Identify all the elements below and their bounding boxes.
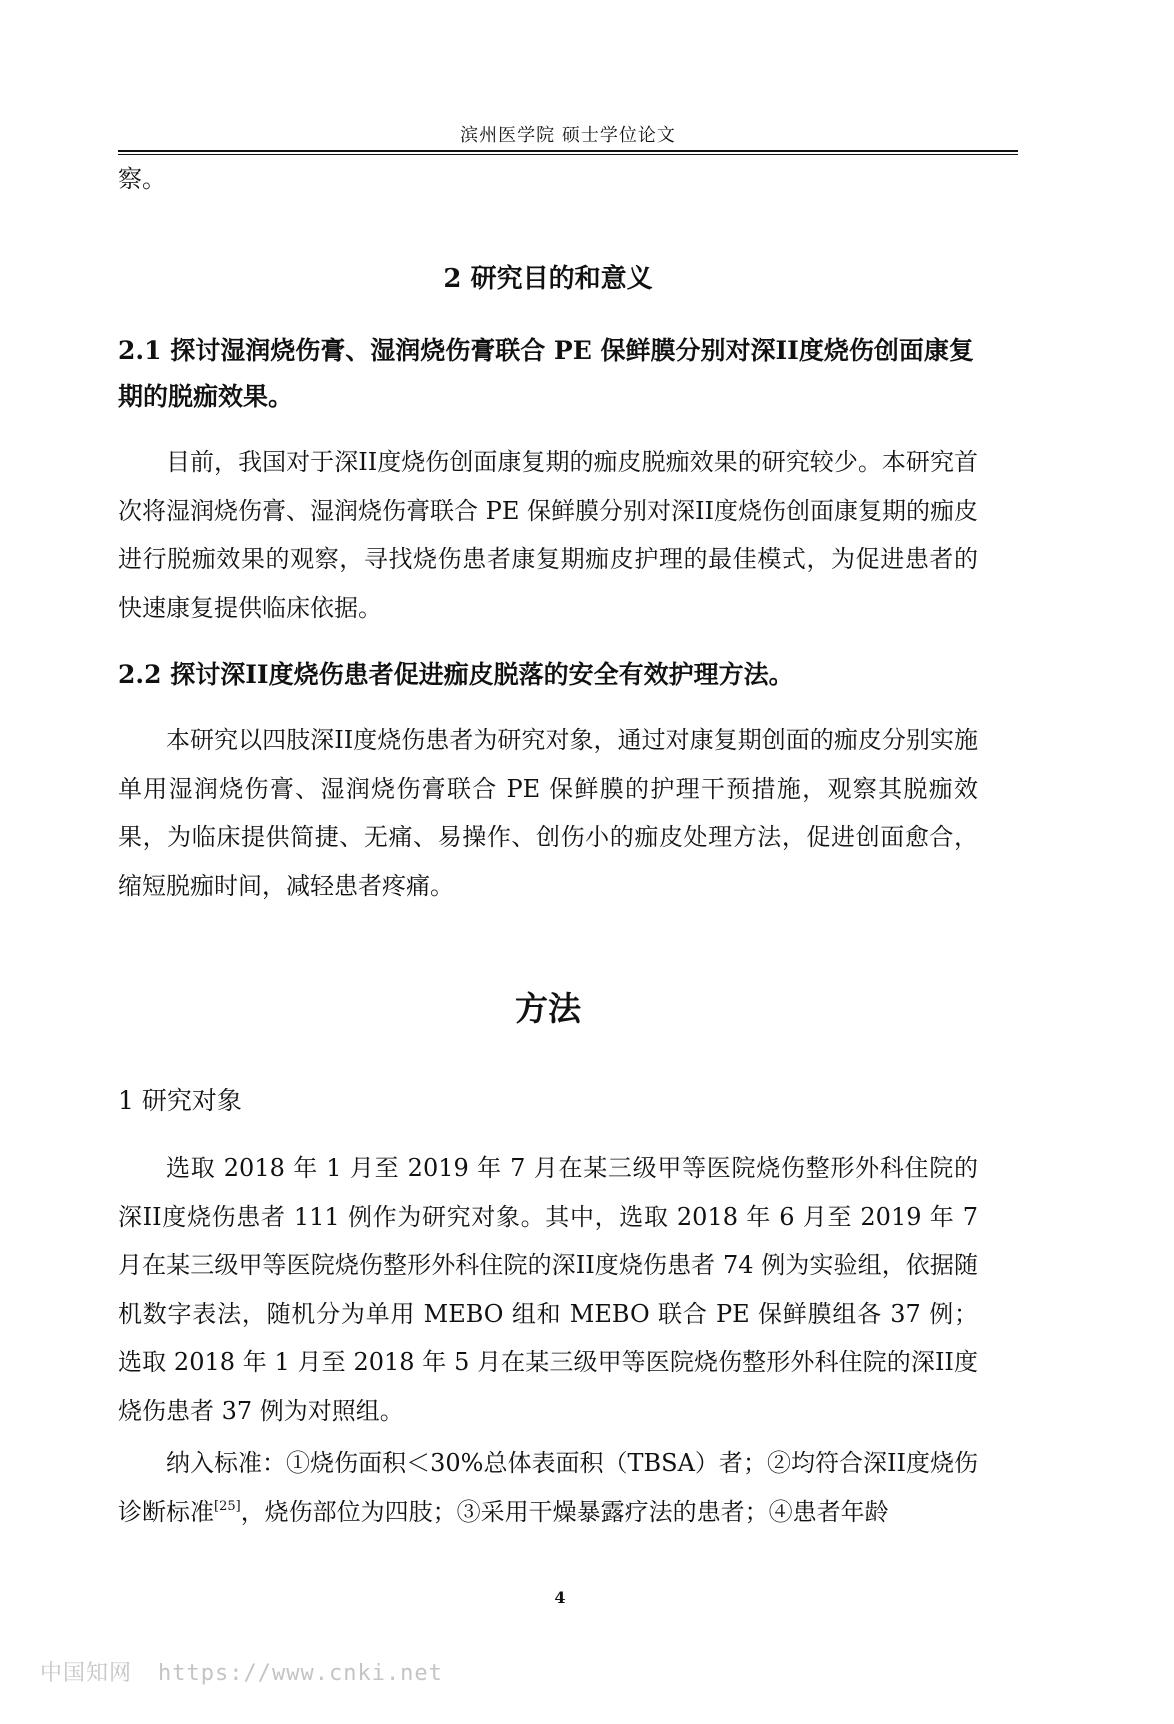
section-heading-2-1: 2.1 探讨湿润烧伤膏、湿润烧伤膏联合 PE 保鲜膜分别对深II度烧伤创面康复期的脱痂效果。 bbox=[118, 336, 974, 411]
paragraph-subjects: 选取 2018 年 1 月至 2019 年 7 月在某三级甲等医院烧伤整形外科住院的深II度烧伤患者 111 例作为研究对象。其中，选取 2018 年 6 月至 2019 年 7 月在某三级甲等医院烧伤整形外科住院的深II度烧伤患者 74 例为实验组，依据随机数字表法，随机分为单用 MEBO 组和 MEBO 联合 PE 保鲜膜组各 37 例；选取 2018 年 1 月至 2018 年 5 月在某三级甲等医院烧伤整形外科住院的深II度烧伤患者 37 例为对照组。 bbox=[118, 1154, 978, 1425]
carry-over-text: 察。 bbox=[118, 165, 166, 193]
paragraph-2-2: 本研究以四肢深II度烧伤患者为研究对象，通过对康复期创面的痂皮分别实施单用湿润烧伤膏、湿润烧伤膏联合 PE 保鲜膜的护理干预措施，观察其脱痂效果，为临床提供简捷、无痛、易操作、创伤小的痂皮处理方法，促进创面愈合，缩短脱痂时间，减轻患者疼痛。 bbox=[118, 726, 978, 900]
header-rule-thin bbox=[118, 154, 1018, 155]
citation-ref: [25] bbox=[214, 1498, 241, 1514]
section-heading-2-2: 2.2 探讨深II度烧伤患者促进痂皮脱落的安全有效护理方法。 bbox=[118, 660, 794, 689]
inclusion-text-b: ，烧伤部位为四肢；③采用干燥暴露疗法的患者；④患者年龄 bbox=[240, 1497, 889, 1526]
part-heading-methods: 方法 bbox=[515, 989, 581, 1028]
watermark-url: https://www.cnki.net bbox=[158, 1661, 443, 1686]
header-rule bbox=[118, 150, 1018, 152]
section-heading-1: 1 研究对象 bbox=[118, 1086, 242, 1115]
chapter-heading: 2 研究目的和意义 bbox=[443, 264, 653, 294]
cnki-watermark bbox=[40, 1656, 443, 1687]
body-content bbox=[118, 160, 978, 1536]
running-header: 滨州医学院 硕士学位论文 bbox=[460, 125, 676, 146]
paragraph-inclusion bbox=[118, 1439, 978, 1536]
watermark-brand: 中国知网 bbox=[40, 1661, 133, 1686]
paragraph-2-1: 目前，我国对于深II度烧伤创面康复期的痂皮脱痂效果的研究较少。本研究首次将湿润烧伤膏、湿润烧伤膏联合 PE 保鲜膜分别对深II度烧伤创面康复期的痂皮进行脱痂效果的观察，寻找烧伤患者康复期痂皮护理的最佳模式，为促进患者的快速康复提供临床依据。 bbox=[118, 448, 978, 622]
inclusion-text-a: 纳入标准：①烧伤面积＜30%总体表面积（TBSA）者；②均符合深II度烧伤诊断标准 bbox=[118, 1449, 978, 1526]
page-number: 4 bbox=[554, 1588, 566, 1607]
